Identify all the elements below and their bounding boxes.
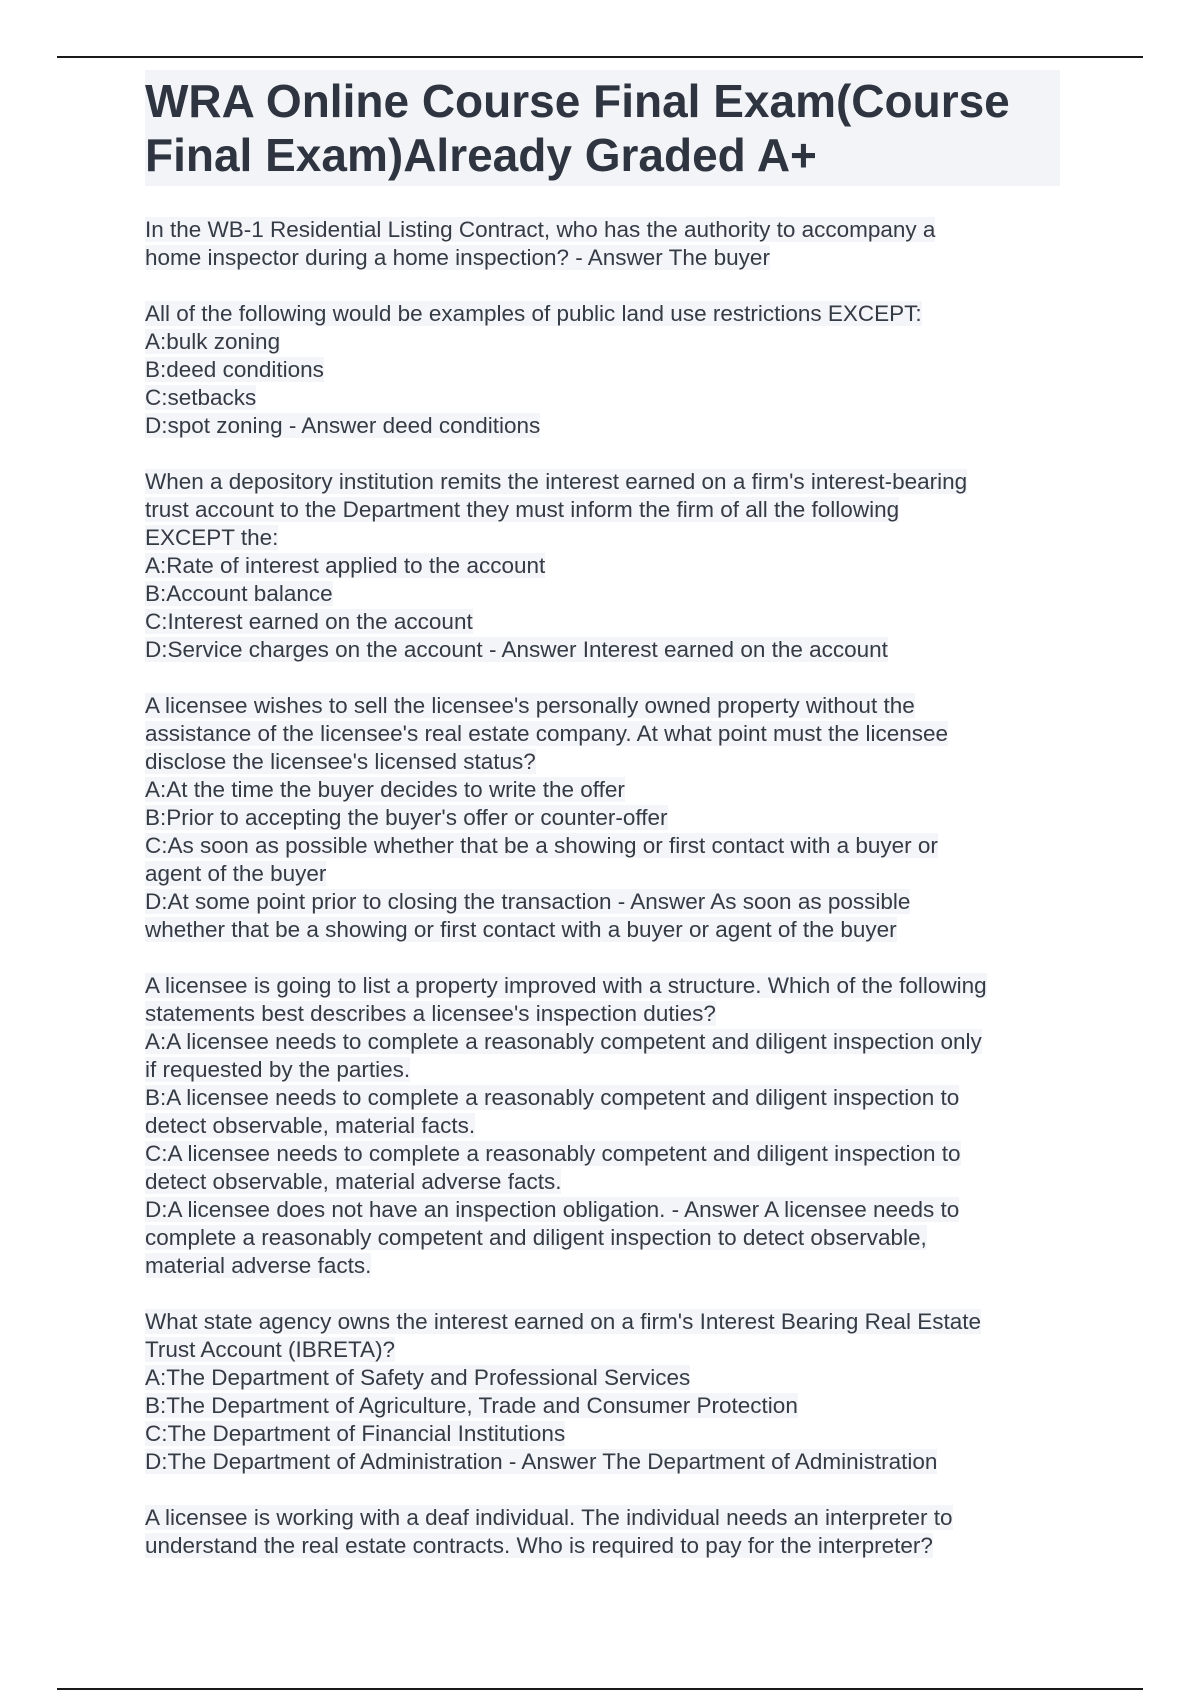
answer-option: detect observable, material facts. (145, 1113, 476, 1138)
title-line: Final Exam)Already Graded A+ (145, 129, 817, 181)
answer-option: B:Account balance (145, 581, 333, 606)
question-block (145, 1308, 1060, 1476)
title-line: WRA Online Course Final Exam(Course (145, 75, 1010, 127)
bottom-rule (57, 1688, 1143, 1690)
answer-option: A:At the time the buyer decides to write the offer (145, 777, 625, 802)
answer-option: C:Interest earned on the account (145, 609, 473, 634)
answer-option: D:The Department of Administration - Answer The Department of Administration (145, 1449, 938, 1474)
answer-option: A:bulk zoning (145, 329, 281, 354)
top-rule (57, 56, 1143, 58)
question-line: statements best describes a licensee's inspection duties? (145, 1001, 716, 1026)
answer-option: D:A licensee does not have an inspection obligation. - Answer A licensee needs to (145, 1197, 960, 1222)
answer-option: agent of the buyer (145, 861, 327, 886)
question-block (145, 300, 1060, 440)
answer-option: detect observable, material adverse facts. (145, 1169, 562, 1194)
answer-option: C:The Department of Financial Institutions (145, 1421, 566, 1446)
answer-option: A:Rate of interest applied to the account (145, 553, 546, 578)
question-line: A licensee is working with a deaf individual. The individual needs an interpreter to (145, 1505, 953, 1530)
answer-option: B:The Department of Agriculture, Trade and Consumer Protection (145, 1393, 798, 1418)
question-line: When a depository institution remits the interest earned on a firm's interest-bearing (145, 469, 968, 494)
question-block (145, 1504, 1060, 1560)
answer-option: whether that be a showing or first contact with a buyer or agent of the buyer (145, 917, 897, 942)
answer-option: B:A licensee needs to complete a reasonably competent and diligent inspection to (145, 1085, 960, 1110)
question-line: home inspector during a home inspection? - Answer The buyer (145, 245, 770, 270)
question-line: A licensee is going to list a property improved with a structure. Which of the following (145, 973, 987, 998)
question-line: What state agency owns the interest earned on a firm's Interest Bearing Real Estate (145, 1309, 981, 1334)
answer-option: B:Prior to accepting the buyer's offer or counter-offer (145, 805, 668, 830)
question-line: disclose the licensee's licensed status? (145, 749, 536, 774)
question-block (145, 692, 1060, 944)
question-line: A licensee wishes to sell the licensee's personally owned property without the (145, 693, 915, 718)
question-block (145, 216, 1060, 272)
answer-option: A:A licensee needs to complete a reasonably competent and diligent inspection only (145, 1029, 982, 1054)
question-line: Trust Account (IBRETA)? (145, 1337, 396, 1362)
answer-option: C:setbacks (145, 385, 257, 410)
document-body (145, 70, 1060, 1588)
question-block (145, 468, 1060, 664)
question-line: understand the real estate contracts. Who is required to pay for the interpreter? (145, 1533, 933, 1558)
page-title (145, 70, 1060, 186)
question-line: All of the following would be examples of public land use restrictions EXCEPT: (145, 301, 922, 326)
answer-option: material adverse facts. (145, 1253, 372, 1278)
answer-option: B:deed conditions (145, 357, 324, 382)
answer-option: D:Service charges on the account - Answer Interest earned on the account (145, 637, 888, 662)
question-line: EXCEPT the: (145, 525, 279, 550)
question-line: trust account to the Department they must inform the firm of all the following (145, 497, 900, 522)
answer-option: A:The Department of Safety and Professional Services (145, 1365, 691, 1390)
answer-option: D:spot zoning - Answer deed conditions (145, 413, 541, 438)
answer-option: if requested by the parties. (145, 1057, 411, 1082)
answer-option: C:As soon as possible whether that be a showing or first contact with a buyer or (145, 833, 938, 858)
question-line: In the WB-1 Residential Listing Contract, who has the authority to accompany a (145, 217, 936, 242)
answer-option: complete a reasonably competent and diligent inspection to detect observable, (145, 1225, 927, 1250)
answer-option: D:At some point prior to closing the transaction - Answer As soon as possible (145, 889, 911, 914)
question-line: assistance of the licensee's real estate company. At what point must the licensee (145, 721, 949, 746)
question-block (145, 972, 1060, 1280)
answer-option: C:A licensee needs to complete a reasonably competent and diligent inspection to (145, 1141, 961, 1166)
